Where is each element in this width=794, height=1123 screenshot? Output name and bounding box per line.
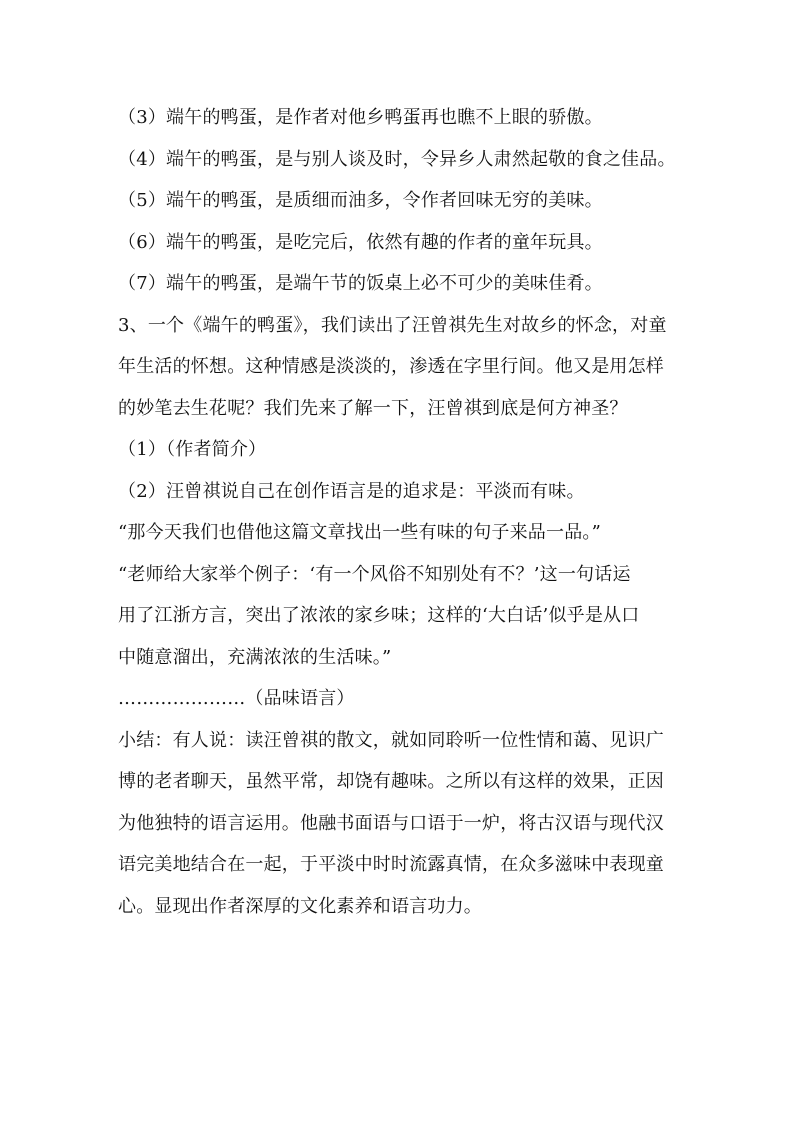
answer-item-4: （4）端午的鸭蛋，是与别人谈及时，令异乡人肃然起敬的食之佳品。 [118, 149, 676, 170]
quote-line-4: 中随意溜出，充满浓浓的生活味。” [118, 647, 392, 668]
summary-line-5: 心。显现出作者深厚的文化素养和语言功力。 [118, 896, 482, 917]
answer-item-5: （5）端午的鸭蛋，是质细而油多，令作者回味无穷的美味。 [118, 190, 603, 211]
answer-item-6: （6）端午的鸭蛋，是吃完后，依然有趣的作者的童年玩具。 [118, 232, 603, 253]
quote-line-2: “老师给大家举个例子：‘有一个风俗不知别处有不？’这一句话运 [118, 564, 631, 585]
subitem-2: （2）汪曾祺说自己在创作语言是的追求是：平淡而有味。 [118, 481, 585, 502]
summary-line-1: 小结：有人说：读汪曾祺的散文，就如同聆听一位性情和蔼、见识广 [118, 730, 664, 751]
answer-item-3: （3）端午的鸭蛋，是作者对他乡鸭蛋再也瞧不上眼的骄傲。 [118, 107, 603, 128]
subitem-1: （1）（作者简介） [118, 439, 267, 460]
paragraph-3-line-1: 3、一个《端午的鸭蛋》，我们读出了汪曾祺先生对故乡的怀念，对童 [118, 315, 667, 336]
quote-line-1: “那今天我们也借他这篇文章找出一些有味的句子来品一品。” [118, 522, 602, 543]
section-marker: …………………（品味语言） [118, 688, 355, 709]
answer-item-7: （7）端午的鸭蛋，是端午节的饭桌上必不可少的美味佳肴。 [118, 273, 603, 294]
summary-line-3: 为他独特的语言运用。他融书面语与口语于一炉，将古汉语与现代汉 [118, 813, 664, 834]
summary-line-2: 博的老者聊天，虽然平常，却饶有趣味。之所以有这样的效果，正因 [118, 771, 664, 792]
paragraph-3-line-2: 年生活的怀想。这种情感是淡淡的，渗透在字里行间。他又是用怎样 [118, 356, 664, 377]
quote-line-3: 用了江浙方言，突出了浓浓的家乡味；这样的‘大白话’似乎是从口 [118, 605, 640, 626]
paragraph-3-line-3: 的妙笔去生花呢？我们先来了解一下，汪曾祺到底是何方神圣？ [118, 398, 628, 419]
summary-line-4: 语完美地结合在一起，于平淡中时时流露真情，在众多滋味中表现童 [118, 854, 664, 875]
